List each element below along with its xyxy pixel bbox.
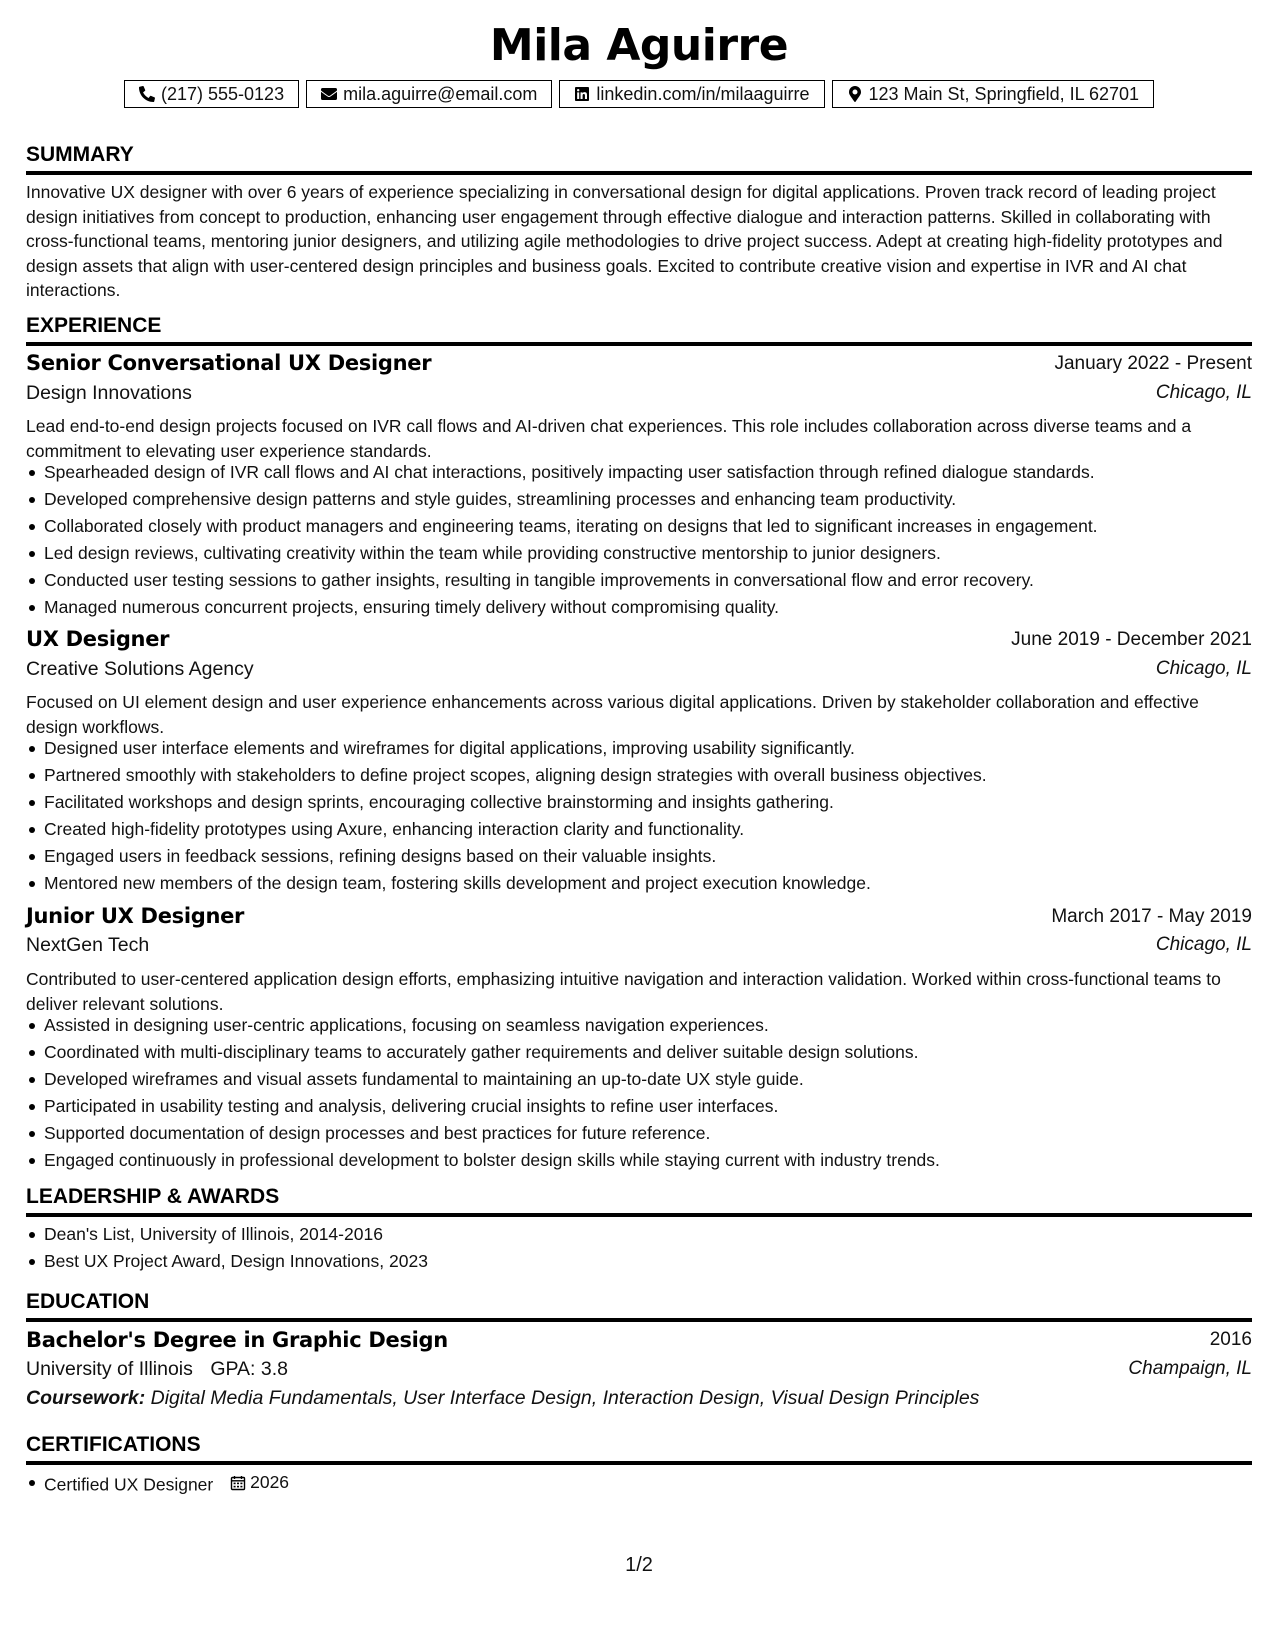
list-item: Facilitated workshops and design sprints, encouraging collective brainstorming and insights gathering. — [26, 789, 1252, 816]
envelope-icon — [321, 86, 337, 102]
list-item: Best UX Project Award, Design Innovations, 2023 — [26, 1248, 1252, 1275]
job-description: Lead end-to-end design projects focused on IVR call flows and AI-driven chat experiences. This role includes collaboration across diverse teams and a commitment to elevating user experience standards. — [26, 416, 1192, 461]
job-bullets — [26, 459, 1252, 621]
list-item: Led design reviews, cultivating creativity within the team while providing constructive mentorship to junior designers. — [26, 540, 1252, 567]
summary-text: Innovative UX designer with over 6 years of experience specializing in conversational design for digital applications. Proven track record of leading project design initiatives from concept to production, enhancing user engagement through effective dialogue and interaction patterns. Skilled in collaborating with cross-functional teams, mentoring junior designers, and utilizing agile methodologies to drive project success. Adept at creating high-fidelity prototypes and design assets that align with user-centered design principles and business goals. Excited to contribute creative vision and expertise in IVR and AI chat interactions. — [26, 182, 1223, 300]
job-dates: March 2017 - May 2019 — [1051, 906, 1252, 927]
list-item — [26, 1469, 1252, 1496]
phone-icon — [139, 86, 155, 102]
job-location: Chicago, IL — [1155, 658, 1252, 679]
resume-page — [26, 0, 1252, 1650]
awards-list — [26, 1221, 1252, 1275]
candidate-name: Mila Aguirre — [489, 20, 789, 71]
list-item: Developed comprehensive design patterns and style guides, streamlining processes and enhancing team productivity. — [26, 486, 1252, 513]
list-item: Collaborated closely with product managers and engineering teams, iterating on designs that led to significant increases in engagement. — [26, 513, 1252, 540]
job-title: Senior Conversational UX Designer — [26, 351, 432, 375]
degree-title: Bachelor's Degree in Graphic Design — [26, 1328, 448, 1352]
certification-name: Certified UX Designer — [44, 1474, 214, 1495]
coursework-list: Digital Media Fundamentals, User Interface Design, Interaction Design, Visual Design Principles — [150, 1387, 980, 1409]
graduation-year: 2016 — [1209, 1329, 1252, 1350]
address-chip[interactable] — [832, 80, 1155, 108]
certification-date — [230, 1469, 289, 1496]
map-pin-icon — [847, 86, 863, 102]
certifications-list — [26, 1469, 1252, 1496]
job-bullets — [26, 1012, 1252, 1174]
job-title: Junior UX Designer — [26, 904, 245, 928]
coursework-line — [26, 1387, 979, 1410]
list-item: Mentored new members of the design team, fostering skills development and project execution knowledge. — [26, 870, 1252, 897]
job-company: NextGen Tech — [26, 934, 150, 956]
phone-chip[interactable] — [124, 80, 299, 108]
list-item: Designed user interface elements and wireframes for digital applications, improving usability significantly. — [26, 735, 1252, 762]
list-item: Engaged users in feedback sessions, refining designs based on their valuable insights. — [26, 843, 1252, 870]
gpa: GPA: 3.8 — [210, 1358, 288, 1380]
list-item: Dean's List, University of Illinois, 2014-2016 — [26, 1221, 1252, 1248]
contact-bar — [26, 80, 1252, 108]
page-number: 1/2 — [625, 1554, 653, 1576]
linkedin-text: linkedin.com/in/milaaguirre — [596, 83, 810, 104]
list-item: Created high-fidelity prototypes using Axure, enhancing interaction clarity and functionality. — [26, 816, 1252, 843]
certifications-heading: CERTIFICATIONS — [26, 1433, 1252, 1465]
certification-year: 2026 — [250, 1472, 290, 1492]
job-dates: January 2022 - Present — [1054, 353, 1252, 374]
job-company: Creative Solutions Agency — [26, 658, 254, 680]
job-title: UX Designer — [26, 627, 170, 651]
list-item: Coordinated with multi-disciplinary teams to accurately gather requirements and deliver suitable design solutions. — [26, 1039, 1252, 1066]
list-item: Spearheaded design of IVR call flows and AI chat interactions, positively impacting user satisfaction through refined dialogue standards. — [26, 459, 1252, 486]
school-name: University of Illinois — [26, 1358, 193, 1380]
job-location: Chicago, IL — [1155, 382, 1252, 403]
list-item: Engaged continuously in professional development to bolster design skills while staying current with industry trends. — [26, 1147, 1252, 1174]
list-item: Conducted user testing sessions to gather insights, resulting in tangible improvements in conversational flow and error recovery. — [26, 567, 1252, 594]
summary-heading: SUMMARY — [26, 143, 1252, 175]
job-location: Chicago, IL — [1155, 934, 1252, 955]
experience-heading: EXPERIENCE — [26, 314, 1252, 346]
list-item: Managed numerous concurrent projects, ensuring timely delivery without compromising quality. — [26, 594, 1252, 621]
job-bullets — [26, 735, 1252, 897]
list-item: Assisted in designing user-centric applications, focusing on seamless navigation experiences. — [26, 1012, 1252, 1039]
calendar-icon — [230, 1475, 246, 1491]
school-location: Champaign, IL — [1128, 1358, 1252, 1379]
education-heading: EDUCATION — [26, 1290, 1252, 1322]
coursework-label: Coursework: — [26, 1387, 146, 1409]
list-item: Partnered smoothly with stakeholders to define project scopes, aligning design strategies with overall business objectives. — [26, 762, 1252, 789]
address-text: 123 Main St, Springfield, IL 62701 — [868, 83, 1140, 104]
phone-text: (217) 555-0123 — [160, 83, 285, 104]
job-company: Design Innovations — [26, 382, 192, 404]
list-item: Supported documentation of design processes and best practices for future reference. — [26, 1120, 1252, 1147]
leadership-heading: LEADERSHIP & AWARDS — [26, 1185, 1252, 1217]
job-description: Contributed to user-centered application design efforts, emphasizing intuitive navigation and interaction validation. Worked within cross-functional teams to deliver relevant solutions. — [26, 969, 1221, 1014]
email-text: mila.aguirre@email.com — [343, 83, 538, 104]
email-chip[interactable] — [306, 80, 552, 108]
job-dates: June 2019 - December 2021 — [1011, 629, 1252, 650]
list-item: Developed wireframes and visual assets fundamental to maintaining an up-to-date UX style guide. — [26, 1066, 1252, 1093]
school-line — [26, 1358, 288, 1381]
linkedin-chip[interactable] — [559, 80, 824, 108]
linkedin-icon — [574, 86, 590, 102]
list-item: Participated in usability testing and analysis, delivering crucial insights to refine user interfaces. — [26, 1093, 1252, 1120]
job-description: Focused on UI element design and user experience enhancements across various digital applications. Driven by stakeholder collaboration and effective design workflows. — [26, 692, 1199, 737]
